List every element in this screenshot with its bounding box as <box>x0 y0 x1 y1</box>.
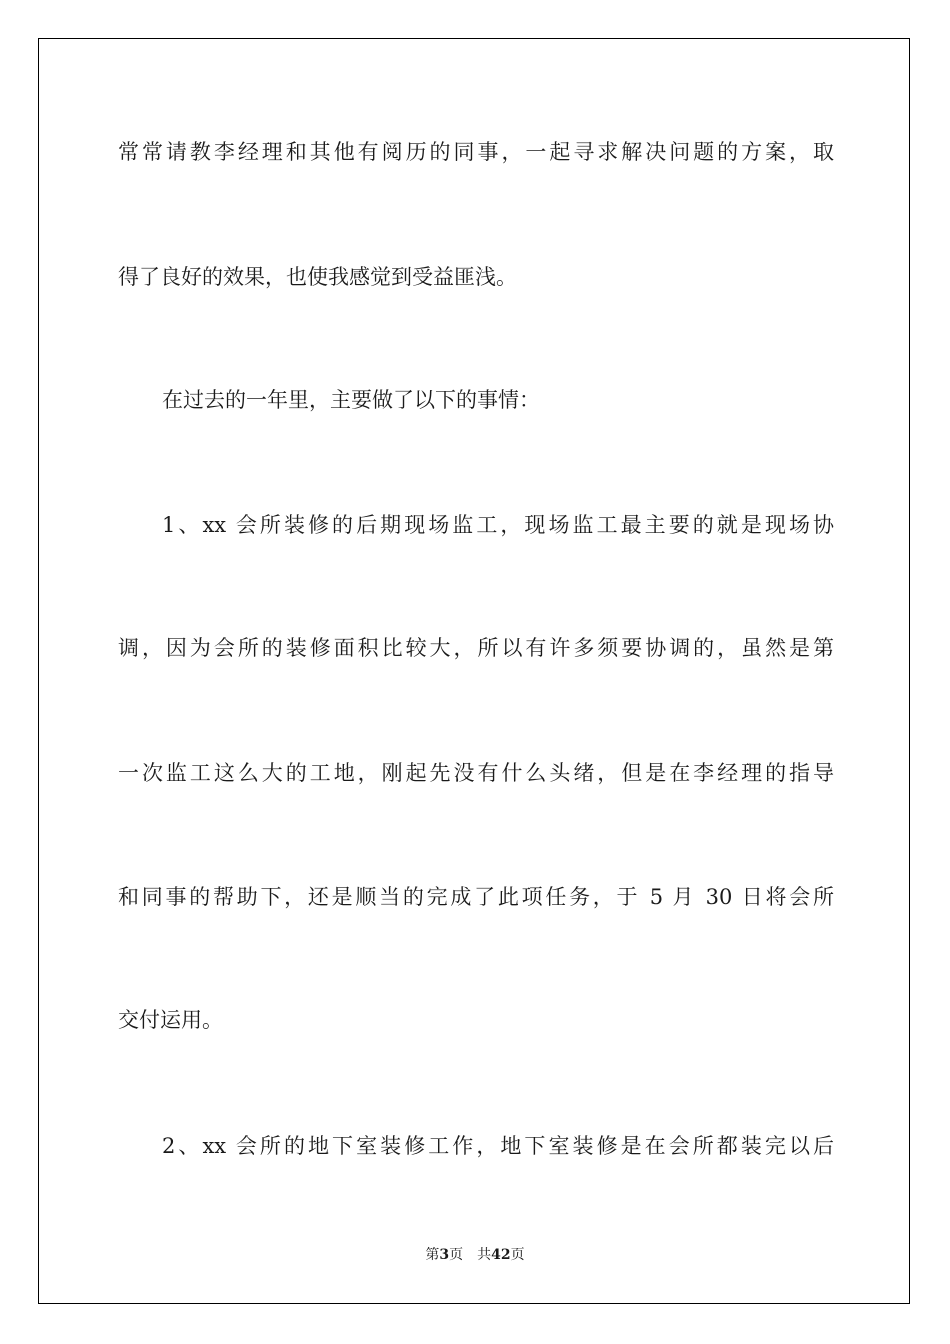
body-line-4: 1、xx 会所装修的后期现场监工，现场监工最主要的就是现场协 <box>162 513 834 537</box>
body-line-6: 一次监工这么大的工地，刚起先没有什么头绪，但是在李经理的指导 <box>118 761 834 785</box>
body-line-7: 和同事的帮助下，还是顺当的完成了此项任务，于 5 月 30 日将会所 <box>118 885 834 909</box>
body-line-3: 在过去的一年里，主要做了以下的事情： <box>162 388 540 412</box>
footer-total-suffix: 页 <box>510 1247 525 1263</box>
footer-page-suffix: 页 <box>449 1247 464 1263</box>
body-line-2: 得了良好的效果，也使我感觉到受益匪浅。 <box>118 265 517 289</box>
body-line-9: 2、xx 会所的地下室装修工作，地下室装修是在会所都装完以后 <box>162 1134 834 1158</box>
body-line-8: 交付运用。 <box>118 1008 223 1032</box>
body-line-5: 调，因为会所的装修面积比较大，所以有许多须要协调的，虽然是第 <box>118 636 834 660</box>
footer-page-prefix: 第 <box>425 1247 440 1263</box>
footer-total-pages: 42 <box>491 1247 511 1263</box>
body-line-1: 常常请教李经理和其他有阅历的同事，一起寻求解决问题的方案，取 <box>118 140 834 164</box>
page-border <box>38 38 910 1304</box>
footer-page-number: 3 <box>439 1247 450 1263</box>
page-footer <box>0 1245 950 1265</box>
footer-total-prefix: 共 <box>477 1247 492 1263</box>
